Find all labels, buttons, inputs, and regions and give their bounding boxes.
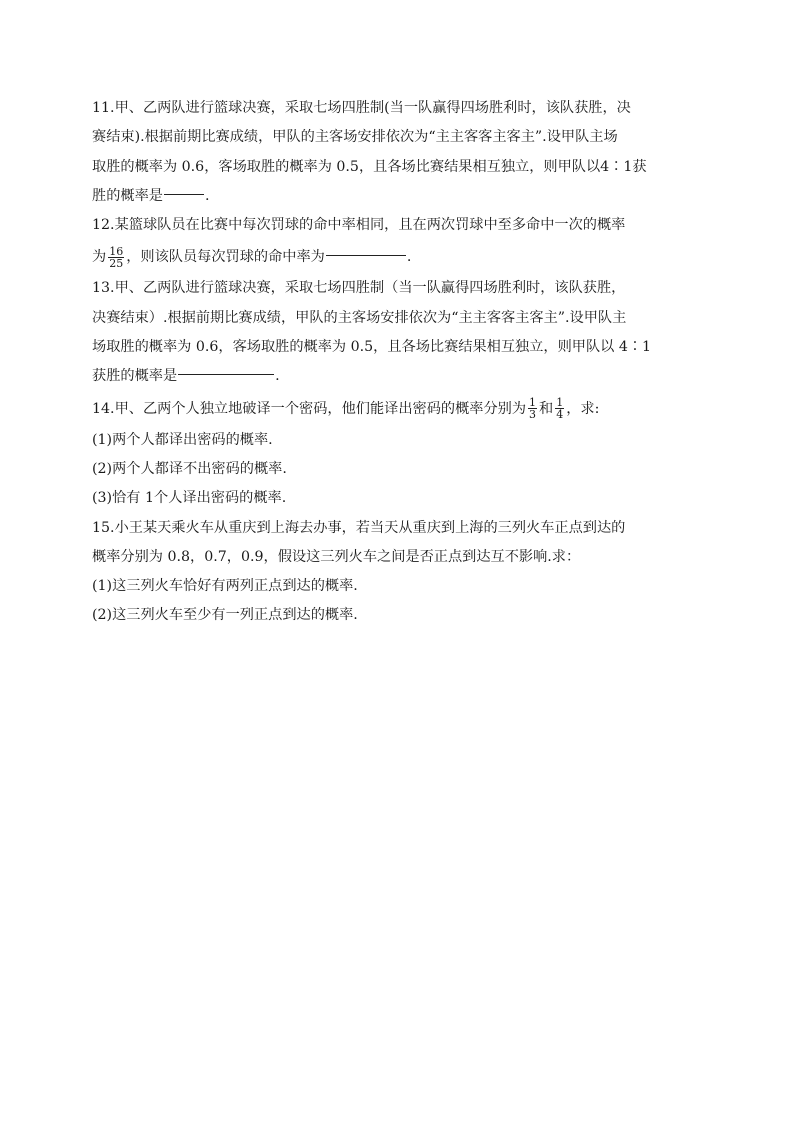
question-12 xyxy=(92,211,704,274)
fraction-1-3 xyxy=(528,397,537,420)
q11-line-2: 赛结束).根据前期比赛成绩，甲队的主客场安排依次为“主主客客主客主”.设甲队主场 xyxy=(92,129,618,146)
q11-line-4-end: . xyxy=(204,187,210,204)
q13-line-4 xyxy=(92,362,704,391)
answer-blank xyxy=(326,254,406,256)
answer-blank xyxy=(164,193,204,195)
q13-line-2: 决赛结束）.根据前期比赛成绩，甲队的主客场安排依次为“主主客客主客主”.设甲队主 xyxy=(92,309,627,326)
q14-conjunction: 和 xyxy=(539,400,554,417)
question-13 xyxy=(92,274,704,391)
fraction-numerator: 1 xyxy=(529,396,537,410)
fraction-denominator: 3 xyxy=(529,408,537,422)
fraction-numerator: 16 xyxy=(109,244,124,258)
q12-line-2 xyxy=(92,240,704,274)
q13-line-1: 13.甲、乙两队进行篮球决赛，采取七场四胜制（当一队赢得四场胜利时，该队获胜， xyxy=(92,280,626,297)
question-11 xyxy=(92,94,704,211)
q11-line-4 xyxy=(92,182,704,211)
q12-line-2-end: . xyxy=(406,249,412,266)
q14-sub-1: (1)两个人都译出密码的概率. xyxy=(92,431,273,448)
q15-line-2: 概率分别为 0.8，0.7，0.9，假设这三列火车之间是否正点到达互不影响.求： xyxy=(92,548,581,565)
fraction-denominator: 4 xyxy=(556,408,564,422)
fraction-16-25 xyxy=(108,246,124,269)
q14-sub-2: (2)两个人都译不出密码的概率. xyxy=(92,460,287,477)
fraction-1-4 xyxy=(555,397,564,420)
q14-line-1-end: ，求: xyxy=(566,400,600,417)
question-15 xyxy=(92,514,704,631)
q14-line-1-text: 14.甲、乙两个人独立地破译一个密码，他们能译出密码的概率分别为 xyxy=(92,400,527,417)
q12-line-2-start: 为 xyxy=(92,249,107,266)
fraction-numerator: 1 xyxy=(556,396,564,410)
q14-line-1 xyxy=(92,392,704,426)
answer-blank xyxy=(178,373,274,375)
q13-line-4-end: . xyxy=(275,368,280,385)
q12-line-2-text: ，则该队员每次罚球的命中率为 xyxy=(126,249,325,266)
q11-line-3: 取胜的概率为 0.6，客场取胜的概率为 0.5，且各场比赛结果相互独立，则甲队以4∶1获 xyxy=(92,158,647,175)
q11-line-4-text: 胜的概率是 xyxy=(92,187,163,204)
q14-sub-3: (3)恰有 1个人译出密码的概率. xyxy=(92,490,287,507)
question-14 xyxy=(92,392,704,514)
q15-sub-1: (1)这三列火车恰好有两列正点到达的概率. xyxy=(92,578,358,595)
q12-line-1: 12.某篮球队员在比赛中每次罚球的命中率相同，且在两次罚球中至多命中一次的概率 xyxy=(92,217,626,234)
q13-line-3: 场取胜的概率为 0.6，客场取胜的概率为 0.5，且各场比赛结果相互独立，则甲队以 4∶1 xyxy=(92,339,652,356)
q11-line-1: 11.甲、乙两队进行篮球决赛，采取七场四胜制(当一队赢得四场胜利时，该队获胜，决 xyxy=(92,100,631,116)
fraction-denominator: 25 xyxy=(109,256,124,270)
q13-line-4-text: 获胜的概率是 xyxy=(92,368,178,385)
document-body xyxy=(92,94,704,631)
q15-sub-2: (2)这三列火车至少有一列正点到达的概率. xyxy=(92,607,358,624)
q15-line-1: 15.小王某天乘火车从重庆到上海去办事，若当天从重庆到上海的三列火车正点到达的 xyxy=(92,519,626,536)
